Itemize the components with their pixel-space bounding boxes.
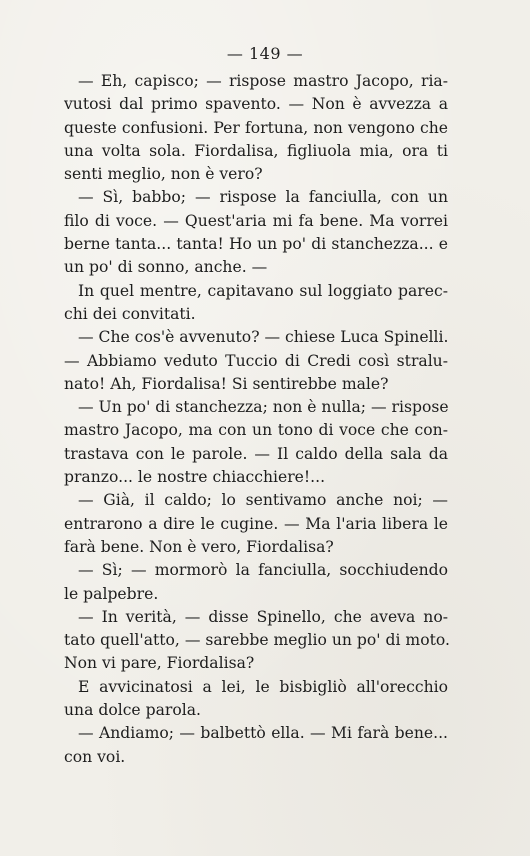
text-line: un po' di sonno, anche. —: [64, 258, 268, 277]
text-line: pranzo... le nostre chiacchiere!...: [64, 468, 326, 487]
text-line: una volta sola. Fiordalisa, figliuola mia, ora ti: [64, 141, 448, 160]
page-number: — 149 —: [226, 44, 304, 63]
text-line: — Già, il caldo; lo sentivamo anche noi; —: [78, 491, 448, 510]
text-line: vutosi dal primo spavento. — Non è avvezza a: [64, 95, 448, 114]
text-line: E avvicinatosi a lei, le bisbigliò all'orecchio: [78, 677, 448, 696]
body-text: [64, 70, 448, 769]
text-line: In quel mentre, capitavano sul loggiato parec-: [78, 281, 448, 300]
text-line: — Sì; — mormorò la fanciulla, socchiudendo: [78, 561, 448, 580]
text-line: mastro Jacopo, ma con un tono di voce che con-: [64, 421, 448, 440]
text-line: — Sì, babbo; — rispose la fanciulla, con un: [78, 188, 448, 207]
text-line: le palpebre.: [64, 584, 159, 603]
text-line: nato! Ah, Fiordalisa! Si sentirebbe male?: [64, 374, 389, 393]
text-line: farà bene. Non è vero, Fiordalisa?: [64, 537, 334, 556]
text-line: entrarono a dire le cugine. — Ma l'aria libera le: [64, 514, 448, 533]
text-line: — Andiamo; — balbettò ella. — Mi farà bene...: [78, 724, 448, 743]
text-line: senti meglio, non è vero?: [64, 165, 263, 184]
text-line: con voi.: [64, 747, 126, 766]
text-line: — Eh, capisco; — rispose mastro Jacopo, ria-: [78, 72, 448, 90]
text-line: una dolce parola.: [64, 701, 201, 720]
text-line: — Un po' di stanchezza; non è nulla; — rispose: [78, 398, 449, 417]
text-line: queste confusioni. Per fortuna, non vengono che: [64, 118, 448, 137]
text-line: — Che cos'è avvenuto? — chiese Luca Spinelli.: [78, 328, 449, 347]
text-line: — In verità, — disse Spinello, che aveva no-: [78, 607, 448, 626]
text-line: chi dei convitati.: [64, 304, 196, 323]
text-line: trastava con le parole. — Il caldo della sala da: [64, 444, 448, 463]
text-line: Non vi pare, Fiordalisa?: [64, 654, 255, 673]
text-line: — Abbiamo veduto Tuccio di Credi così stralu-: [64, 351, 448, 370]
text-line: berne tanta... tanta! Ho un po' di stanchezza... e: [64, 235, 448, 254]
text-line: tato quell'atto, — sarebbe meglio un po' di moto.: [64, 631, 450, 650]
text-line: filo di voce. — Quest'aria mi fa bene. Ma vorrei: [64, 211, 448, 230]
